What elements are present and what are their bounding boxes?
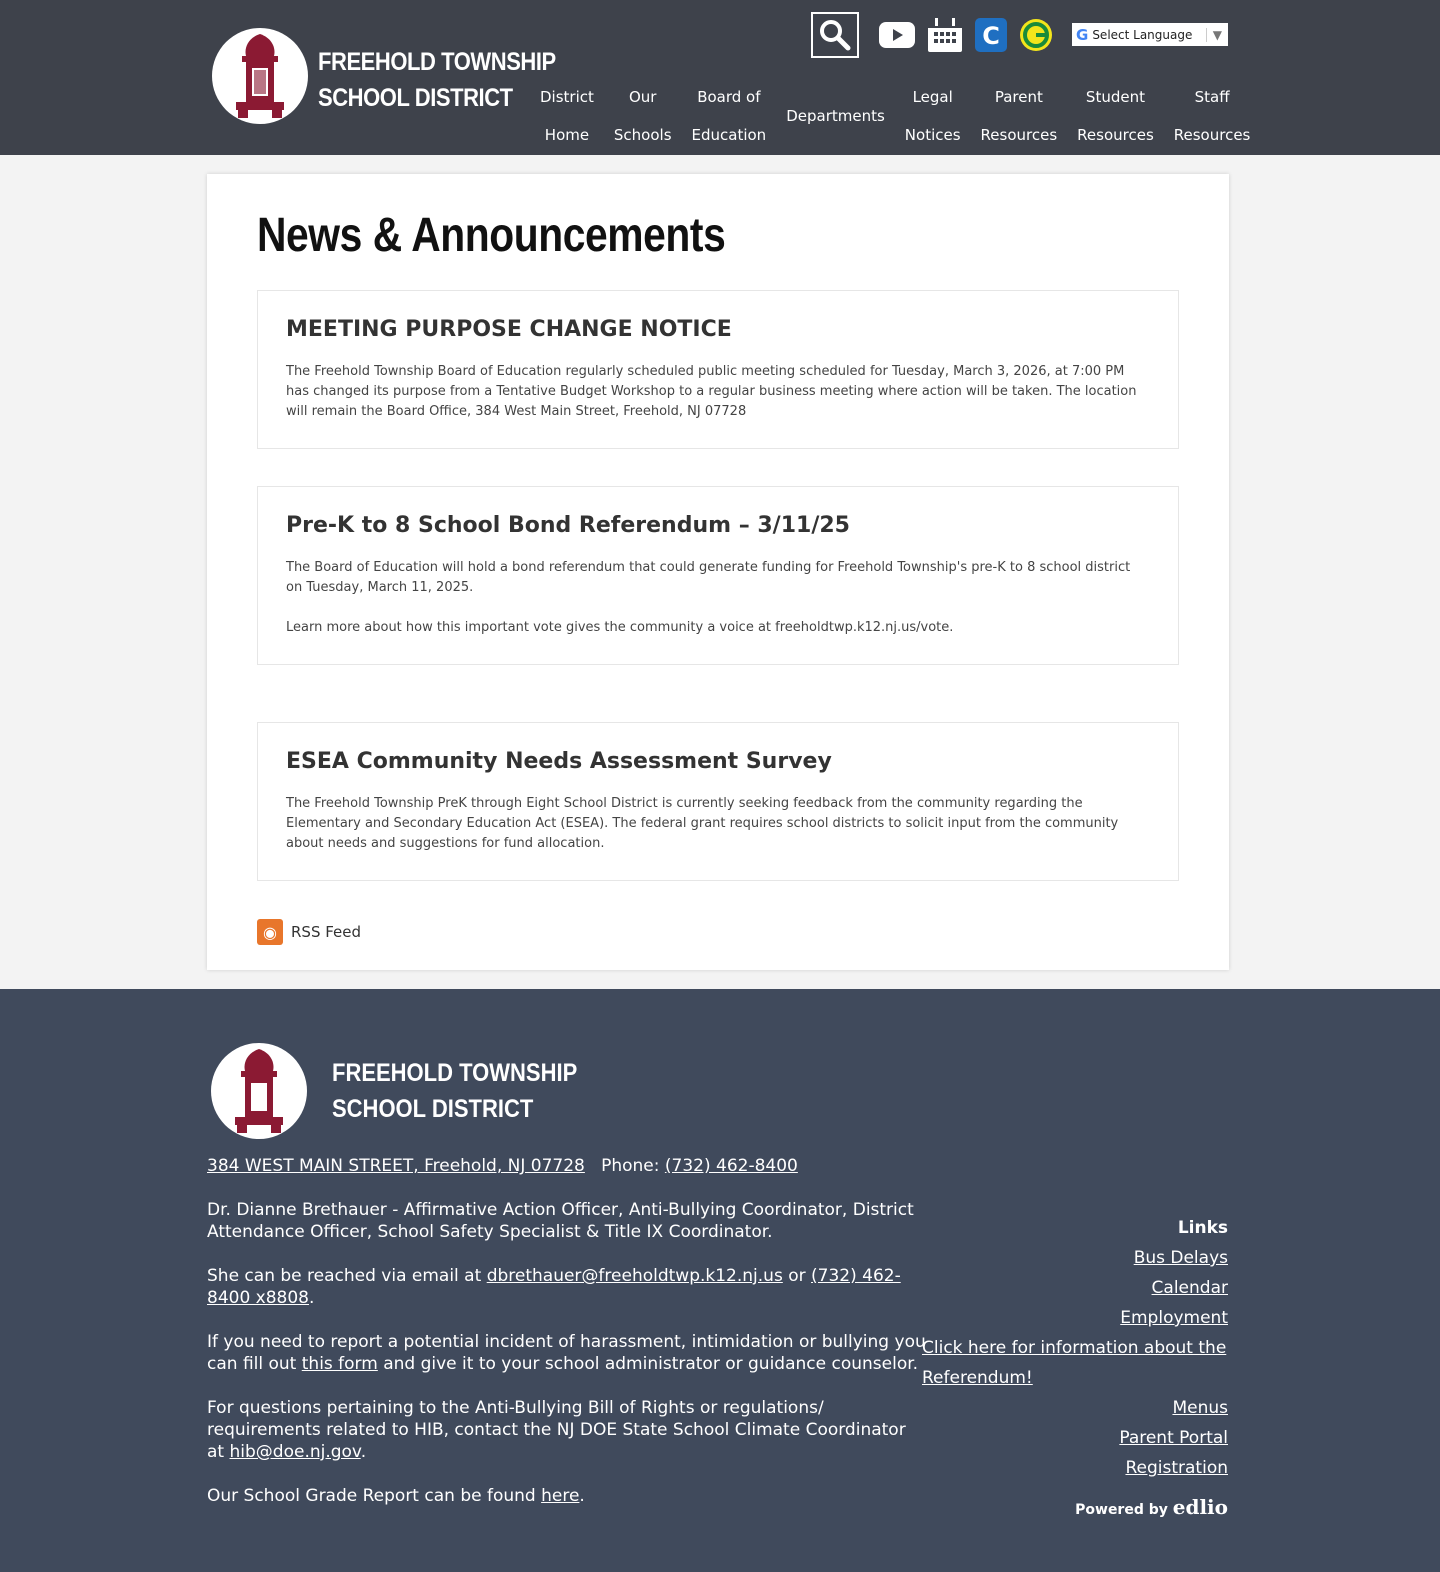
powered-label: Powered by: [1075, 1502, 1168, 1518]
footer-district-name: [332, 1055, 577, 1127]
nav-label: Our: [628, 88, 657, 106]
g-app-icon[interactable]: [1019, 18, 1053, 52]
language-label: Select Language: [1092, 27, 1193, 42]
brand-line: SCHOOL DISTRICT: [318, 84, 513, 112]
footer-link[interactable]: Menus: [1172, 1398, 1228, 1418]
news-item: [257, 290, 1179, 449]
site-footer: FREEHOLD TOWNSHIP SCHOOL DISTRICT 384 WEST MAIN STREET, Freehold, NJ 07728 Phone: (732) 462-8400 Dr. Dianne Brethauer - Affirmative Action Officer, Anti-Bullying Coordinator, District Attendance Officer, School Safety Specialist & Title IX Coordinator. She can be reached via email at dbrethauer@freeholdtwp.k12.nj.us or (732) 462-8400 x8808. If you need to report a potential incident of harassment, intimidation or bullying you can fill out this form and give it to your school administrator or guidance counselor. For questions pertaining to the Anti-Bullying Bill of Rights or regulations/ requirements related to HIB, contact the NJ DOE State School Climate Coordinator at hib@doe.nj.gov. Our School Grade Report can be found here. Links Bus Delays Calendar Employment Click here for information about the Referendum! Menus Parent Portal Registration Powered by edlio: [0, 989, 1440, 1572]
nav-item[interactable]: [682, 88, 777, 145]
search-icon: [818, 18, 852, 52]
text: If you need to report a potential incident of harassment, intimidation or bullying you can fill out: [207, 1332, 926, 1374]
news-title[interactable]: Pre-K to 8 School Bond Referendum – 3/11/25: [286, 513, 850, 538]
hib-email-link[interactable]: hib@doe.nj.gov: [229, 1442, 361, 1462]
page-title: News & Announcements: [257, 209, 726, 262]
footer-links: [922, 1217, 1228, 1483]
text: Our School Grade Report can be found: [207, 1486, 536, 1506]
nav-label: Notices: [904, 126, 961, 144]
nav-item[interactable]: [1164, 88, 1261, 145]
c-app-icon[interactable]: [975, 18, 1007, 52]
edlio-logo: edlio: [1172, 1495, 1228, 1519]
footer-link[interactable]: Parent Portal: [1119, 1428, 1228, 1448]
nav-label: Parent: [994, 88, 1043, 106]
form-link[interactable]: this form: [301, 1354, 378, 1374]
nav-label: Resources: [980, 126, 1058, 144]
text: and give it to your school administrator or guidance counselor.: [383, 1354, 919, 1374]
nav-item[interactable]: [1067, 88, 1164, 145]
phone-link[interactable]: (732) 462-8400: [664, 1156, 798, 1176]
district-name[interactable]: [318, 44, 556, 116]
nav-label: Resources: [1173, 126, 1251, 144]
nav-label: Education: [691, 126, 767, 144]
text: She can be reached via email at: [207, 1266, 482, 1286]
footer-link[interactable]: Calendar: [1151, 1278, 1228, 1298]
nav-label: Schools: [613, 126, 672, 144]
nav-item[interactable]: [530, 88, 604, 145]
footer-link[interactable]: Registration: [1125, 1458, 1228, 1478]
officer-text: Dr. Dianne Brethauer - Affirmative Action Officer, Anti-Bullying Coordinator, District Attendance Officer, School Safety Specialist & Title IX Coordinator.: [207, 1200, 914, 1242]
youtube-icon[interactable]: [879, 22, 915, 48]
news-title[interactable]: MEETING PURPOSE CHANGE NOTICE: [286, 317, 732, 342]
news-title[interactable]: ESEA Community Needs Assessment Survey: [286, 749, 832, 774]
brand-line: FREEHOLD TOWNSHIP: [318, 48, 556, 76]
nav-item[interactable]: [971, 88, 1068, 145]
nav-label: Board of: [697, 88, 761, 106]
rss-icon: ◉: [257, 919, 283, 945]
nav-item[interactable]: [776, 88, 895, 145]
news-panel: [207, 174, 1229, 970]
brand-line: FREEHOLD TOWNSHIP: [332, 1059, 578, 1087]
footer-link[interactable]: Employment: [1120, 1308, 1228, 1328]
main-nav: [530, 88, 1260, 145]
nav-label: District: [540, 88, 594, 106]
nav-label: Legal: [912, 88, 953, 106]
news-body: The Board of Education will hold a bond referendum that could generate funding for Freehold Township's pre-K to 8 school district on Tuesday, March 11, 2025.: [286, 560, 1131, 595]
rss-label: RSS Feed: [291, 923, 362, 941]
search-button[interactable]: [811, 12, 859, 58]
links-heading: Links: [1177, 1218, 1228, 1238]
svg-text:C: C: [982, 22, 1000, 50]
footer-link[interactable]: Click here for information about the Referendum!: [922, 1338, 1227, 1388]
news-item: [257, 722, 1179, 881]
district-logo[interactable]: [212, 28, 308, 124]
news-body: Learn more about how this important vote gives the community a voice at freeholdtwp.k12.nj.us/vote.: [286, 620, 954, 635]
calendar-icon[interactable]: [927, 17, 963, 53]
footer-logo: [211, 1043, 307, 1139]
brand-line: SCHOOL DISTRICT: [332, 1095, 534, 1123]
text: or: [788, 1266, 806, 1286]
nav-item[interactable]: [895, 88, 971, 145]
news-body: The Freehold Township Board of Education regularly scheduled public meeting scheduled for Tuesday, March 3, 2026, at 7:00 PM has changed its purpose from a Tentative Budget Workshop to a regular business meeting where action will be taken. The location will remain the Board Office, 384 West Main Street, Freehold, NJ 07728: [286, 364, 1137, 419]
site-header: [0, 0, 1440, 155]
news-item: [257, 486, 1179, 665]
rss-feed-link[interactable]: [257, 919, 361, 945]
text: For questions pertaining to the Anti-Bullying Bill of Rights or regulations/ requirements related to HIB, contact the NJ DOE State School Climate Coordinator at: [207, 1398, 906, 1462]
nav-label: Home: [544, 126, 590, 144]
address-link[interactable]: 384 WEST MAIN STREET, Freehold, NJ 07728: [207, 1156, 585, 1176]
news-body: The Freehold Township PreK through Eight School District is currently seeking feedback from the community regarding the Elementary and Secondary Education Act (ESEA). The federal grant requires school districts to solicit input from the community about needs and suggestions for fund allocation.: [286, 796, 1119, 851]
nav-label: Staff: [1194, 88, 1230, 106]
nav-item[interactable]: [604, 88, 682, 145]
email-link[interactable]: dbrethauer@freeholdtwp.k12.nj.us: [486, 1266, 783, 1286]
google-icon: G: [1076, 25, 1089, 44]
phone-label: Phone:: [601, 1156, 660, 1176]
grade-report-link[interactable]: here: [541, 1486, 580, 1506]
nav-label: Resources: [1077, 126, 1154, 144]
language-select[interactable]: [1072, 23, 1228, 46]
footer-link[interactable]: Bus Delays: [1133, 1248, 1228, 1268]
dropdown-arrow-icon: ▼: [1206, 28, 1228, 42]
phone-ext-link[interactable]: (732) 462-8400 x8808: [207, 1266, 901, 1308]
nav-label: Student: [1085, 88, 1145, 106]
nav-label: Departments: [786, 107, 885, 125]
powered-by[interactable]: [1075, 1495, 1228, 1519]
